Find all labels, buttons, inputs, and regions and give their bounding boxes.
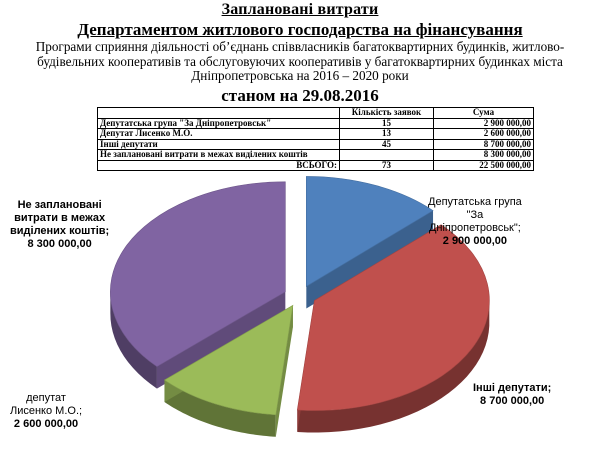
row-sum: 8 700 000,00 bbox=[434, 139, 534, 150]
row-count: 15 bbox=[340, 118, 434, 129]
header-cell-sum: Сума bbox=[434, 108, 534, 119]
program-subtitle: Програми сприяння діяльності об’єднань співвласників багатоквартирних будинків, житлово-будівельних кооперативів та обслуговуючих кооперативів у багатоквартирних будинках міста Дніпропетровська на 2016 – 2020 роки bbox=[35, 39, 565, 83]
slice-label-lysenko bbox=[10, 392, 82, 431]
total-count: 73 bbox=[340, 160, 434, 171]
row-name: Інші депутати bbox=[98, 139, 340, 150]
row-name: Не заплановані витрати в межах виділених коштів bbox=[98, 150, 340, 161]
label-line: витрати в межах bbox=[14, 212, 106, 224]
main-title: Заплановані витрати bbox=[221, 1, 379, 18]
total-sum: 22 500 000,00 bbox=[434, 160, 534, 171]
slice-label-other-deputies bbox=[473, 382, 551, 408]
department-title: Департаментом житлового господарства на фінансування bbox=[77, 20, 523, 39]
label-line: Лисенко М.О.; bbox=[10, 405, 83, 417]
label-line: Інші депутати; bbox=[473, 382, 552, 394]
slice-value: 2 900 000,00 bbox=[442, 235, 507, 247]
row-count: 45 bbox=[340, 139, 434, 150]
label-line: депутат bbox=[26, 392, 66, 404]
label-line: виділених коштів; bbox=[10, 225, 110, 237]
as-of-date: станом на 29.08.2016 bbox=[221, 86, 379, 105]
slice-value: 8 700 000,00 bbox=[480, 395, 545, 407]
total-label: ВСЬОГО: bbox=[98, 160, 340, 171]
slice-label-unplanned bbox=[10, 199, 109, 251]
row-count: 13 bbox=[340, 129, 434, 140]
slice-value: 8 300 000,00 bbox=[27, 238, 92, 250]
row-name: Депутатська група "За Дніпропетровськ" bbox=[98, 118, 340, 129]
label-line: Не заплановані bbox=[17, 199, 102, 211]
header-cell-count: Кількість заявок bbox=[340, 108, 434, 119]
label-line: Депутатська група bbox=[428, 196, 522, 208]
label-line: "За bbox=[466, 209, 484, 221]
row-sum: 2 900 000,00 bbox=[434, 118, 534, 129]
label-line: Дніпропетровськ"; bbox=[428, 222, 521, 234]
row-sum: 2 600 000,00 bbox=[434, 129, 534, 140]
slice-value: 2 600 000,00 bbox=[13, 418, 79, 430]
slice-label-deputy-group bbox=[428, 196, 522, 248]
row-sum: 8 300 000,00 bbox=[434, 150, 534, 161]
row-name: Депутат Лисенко М.О. bbox=[98, 129, 340, 140]
